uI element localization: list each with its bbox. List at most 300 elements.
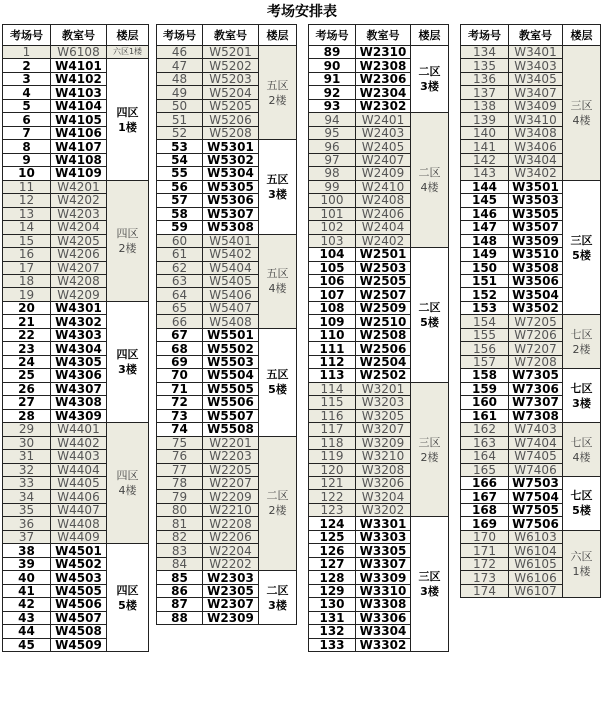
seat-number-cell: 79	[157, 490, 203, 503]
room-number-cell: W5506	[203, 396, 259, 409]
floor-location-cell: 七区 5楼	[563, 477, 601, 531]
seat-number-cell: 100	[309, 194, 356, 207]
schedule-block-2	[156, 24, 297, 625]
room-number-cell: W3509	[509, 234, 563, 247]
room-number-cell: W2506	[356, 342, 411, 355]
floor-location-cell: 四区 2楼	[107, 180, 149, 301]
seat-number-cell: 142	[461, 153, 509, 166]
floor-location-cell: 四区 1楼	[107, 59, 149, 180]
seat-number-cell: 77	[157, 463, 203, 476]
seat-number-cell: 4	[3, 86, 51, 99]
seat-number-cell: 69	[157, 355, 203, 368]
room-number-cell: W5208	[203, 126, 259, 139]
seat-number-cell: 66	[157, 315, 203, 328]
room-number-cell: W2309	[203, 611, 259, 624]
room-number-cell: W2205	[203, 463, 259, 476]
table-row	[461, 477, 601, 490]
room-number-cell: W3402	[509, 167, 563, 180]
header-seat: 考场号	[157, 25, 203, 46]
floor-location-cell: 四区 4楼	[107, 423, 149, 544]
room-number-cell: W3401	[509, 46, 563, 59]
floor-location-cell: 五区 4楼	[259, 234, 297, 328]
seat-number-cell: 68	[157, 342, 203, 355]
header-room: 教室号	[356, 25, 411, 46]
room-number-cell: W7207	[509, 342, 563, 355]
room-number-cell: W3405	[509, 72, 563, 85]
room-number-cell: W2208	[203, 517, 259, 530]
room-number-cell: W2210	[203, 503, 259, 516]
room-number-cell: W3203	[356, 396, 411, 409]
seat-number-cell: 107	[309, 288, 356, 301]
header-room: 教室号	[51, 25, 107, 46]
table-row	[461, 180, 601, 193]
seat-number-cell: 136	[461, 72, 509, 85]
room-number-cell: W4201	[51, 180, 107, 193]
floor-location-cell: 三区 5楼	[563, 180, 601, 315]
seat-number-cell: 101	[309, 207, 356, 220]
seat-number-cell: 80	[157, 503, 203, 516]
seat-number-cell: 89	[309, 46, 356, 59]
room-number-cell: W7504	[509, 490, 563, 503]
room-number-cell: W5305	[203, 180, 259, 193]
room-number-cell: W4103	[51, 86, 107, 99]
seat-number-cell: 75	[157, 436, 203, 449]
seat-number-cell: 86	[157, 584, 203, 597]
room-number-cell: W4506	[51, 598, 107, 611]
room-number-cell: W4406	[51, 490, 107, 503]
seat-number-cell: 51	[157, 113, 203, 126]
room-number-cell: W4109	[51, 167, 107, 180]
floor-location-cell: 六区1楼	[107, 46, 149, 59]
room-number-cell: W2507	[356, 288, 411, 301]
room-number-cell: W4205	[51, 234, 107, 247]
seat-number-cell: 116	[309, 409, 356, 422]
seat-number-cell: 33	[3, 477, 51, 490]
seat-number-cell: 36	[3, 517, 51, 530]
seat-number-cell: 153	[461, 301, 509, 314]
room-number-cell: W4401	[51, 423, 107, 436]
seat-number-cell: 21	[3, 315, 51, 328]
room-number-cell: W7306	[509, 382, 563, 395]
seat-number-cell: 157	[461, 355, 509, 368]
room-number-cell: W3206	[356, 477, 411, 490]
room-number-cell: W2302	[356, 99, 411, 112]
seat-number-cell: 8	[3, 140, 51, 153]
seat-number-cell: 125	[309, 530, 356, 543]
seat-number-cell: 43	[3, 611, 51, 624]
seat-number-cell: 160	[461, 396, 509, 409]
seat-number-cell: 144	[461, 180, 509, 193]
room-number-cell: W3303	[356, 530, 411, 543]
seat-number-cell: 152	[461, 288, 509, 301]
room-number-cell: W3508	[509, 261, 563, 274]
seat-number-cell: 127	[309, 557, 356, 570]
room-number-cell: W4203	[51, 207, 107, 220]
header-row	[3, 25, 149, 46]
room-number-cell: W3406	[509, 140, 563, 153]
table-row	[157, 328, 297, 341]
seat-number-cell: 138	[461, 99, 509, 112]
table-row	[309, 248, 449, 261]
seat-number-cell: 111	[309, 342, 356, 355]
room-number-cell: W3207	[356, 423, 411, 436]
room-number-cell: W2305	[203, 584, 259, 597]
floor-location-cell: 四区 3楼	[107, 301, 149, 422]
seat-number-cell: 135	[461, 59, 509, 72]
seat-number-cell: 34	[3, 490, 51, 503]
seat-number-cell: 167	[461, 490, 509, 503]
room-number-cell: W5404	[203, 261, 259, 274]
seat-number-cell: 154	[461, 315, 509, 328]
schedule-block-1	[2, 24, 149, 652]
seat-number-cell: 35	[3, 503, 51, 516]
seat-number-cell: 11	[3, 180, 51, 193]
seat-number-cell: 52	[157, 126, 203, 139]
room-number-cell: W2406	[356, 207, 411, 220]
seat-number-cell: 170	[461, 530, 509, 543]
seat-number-cell: 149	[461, 248, 509, 261]
seat-number-cell: 145	[461, 194, 509, 207]
room-number-cell: W4304	[51, 342, 107, 355]
seat-number-cell: 61	[157, 248, 203, 261]
room-number-cell: W6104	[509, 544, 563, 557]
room-number-cell: W5408	[203, 315, 259, 328]
seat-number-cell: 98	[309, 167, 356, 180]
room-number-cell: W5302	[203, 153, 259, 166]
seat-number-cell: 46	[157, 46, 203, 59]
seat-number-cell: 9	[3, 153, 51, 166]
room-number-cell: W3201	[356, 382, 411, 395]
room-number-cell: W6108	[51, 46, 107, 59]
room-number-cell: W4404	[51, 463, 107, 476]
header-room: 教室号	[203, 25, 259, 46]
seat-number-cell: 168	[461, 503, 509, 516]
room-number-cell: W2508	[356, 328, 411, 341]
room-number-cell: W3307	[356, 557, 411, 570]
seat-number-cell: 39	[3, 557, 51, 570]
room-number-cell: W5508	[203, 423, 259, 436]
room-number-cell: W5507	[203, 409, 259, 422]
seat-number-cell: 130	[309, 598, 356, 611]
room-number-cell: W4305	[51, 355, 107, 368]
table-row	[157, 140, 297, 153]
seat-number-cell: 164	[461, 450, 509, 463]
room-number-cell: W5308	[203, 221, 259, 234]
seat-number-cell: 54	[157, 153, 203, 166]
seat-number-cell: 151	[461, 274, 509, 287]
room-number-cell: W2510	[356, 315, 411, 328]
floor-location-cell: 二区 3楼	[411, 46, 449, 113]
seat-number-cell: 40	[3, 571, 51, 584]
seat-number-cell: 126	[309, 544, 356, 557]
room-number-cell: W4402	[51, 436, 107, 449]
room-number-cell: W5401	[203, 234, 259, 247]
seat-number-cell: 60	[157, 234, 203, 247]
seat-number-cell: 12	[3, 194, 51, 207]
room-number-cell: W4505	[51, 584, 107, 597]
room-number-cell: W3510	[509, 248, 563, 261]
seat-number-cell: 95	[309, 126, 356, 139]
floor-location-cell: 五区 5楼	[259, 328, 297, 436]
room-number-cell: W4508	[51, 625, 107, 638]
seat-number-cell: 22	[3, 328, 51, 341]
seat-number-cell: 158	[461, 369, 509, 382]
seat-number-cell: 128	[309, 571, 356, 584]
seat-number-cell: 72	[157, 396, 203, 409]
room-number-cell: W2405	[356, 140, 411, 153]
room-number-cell: W2509	[356, 301, 411, 314]
room-number-cell: W7503	[509, 477, 563, 490]
room-number-cell: W2402	[356, 234, 411, 247]
room-number-cell: W4302	[51, 315, 107, 328]
room-number-cell: W2310	[356, 46, 411, 59]
seat-number-cell: 87	[157, 598, 203, 611]
room-number-cell: W4501	[51, 544, 107, 557]
room-number-cell: W2202	[203, 557, 259, 570]
header-row	[309, 25, 449, 46]
table-row	[309, 113, 449, 126]
room-number-cell: W5307	[203, 207, 259, 220]
table-row	[157, 436, 297, 449]
seat-number-cell: 124	[309, 517, 356, 530]
room-number-cell: W3309	[356, 571, 411, 584]
room-number-cell: W4409	[51, 530, 107, 543]
seat-number-cell: 132	[309, 625, 356, 638]
room-number-cell: W4503	[51, 571, 107, 584]
schedule-block-4	[460, 24, 601, 598]
room-number-cell: W3304	[356, 625, 411, 638]
room-number-cell: W7307	[509, 396, 563, 409]
room-number-cell: W3205	[356, 409, 411, 422]
room-number-cell: W6106	[509, 571, 563, 584]
seat-number-cell: 30	[3, 436, 51, 449]
header-floor: 楼层	[411, 25, 449, 46]
seat-number-cell: 118	[309, 436, 356, 449]
room-number-cell: W4101	[51, 59, 107, 72]
room-number-cell: W3410	[509, 113, 563, 126]
seat-number-cell: 82	[157, 530, 203, 543]
room-number-cell: W2505	[356, 274, 411, 287]
seat-number-cell: 62	[157, 261, 203, 274]
seat-number-cell: 81	[157, 517, 203, 530]
seat-number-cell: 16	[3, 248, 51, 261]
table-row	[461, 315, 601, 328]
room-number-cell: W4202	[51, 194, 107, 207]
seat-number-cell: 24	[3, 355, 51, 368]
seat-number-cell: 131	[309, 611, 356, 624]
seat-number-cell: 137	[461, 86, 509, 99]
seat-number-cell: 37	[3, 530, 51, 543]
seat-number-cell: 109	[309, 315, 356, 328]
seat-number-cell: 10	[3, 167, 51, 180]
seat-number-cell: 104	[309, 248, 356, 261]
room-number-cell: W3310	[356, 584, 411, 597]
room-number-cell: W2307	[203, 598, 259, 611]
seat-number-cell: 117	[309, 423, 356, 436]
seat-number-cell: 5	[3, 99, 51, 112]
room-number-cell: W4102	[51, 72, 107, 85]
seat-number-cell: 165	[461, 463, 509, 476]
seat-number-cell: 48	[157, 72, 203, 85]
room-number-cell: W5406	[203, 288, 259, 301]
seat-number-cell: 41	[3, 584, 51, 597]
seat-number-cell: 115	[309, 396, 356, 409]
room-number-cell: W4303	[51, 328, 107, 341]
room-number-cell: W5405	[203, 274, 259, 287]
room-number-cell: W3408	[509, 126, 563, 139]
floor-location-cell: 二区 3楼	[259, 571, 297, 625]
room-number-cell: W4301	[51, 301, 107, 314]
room-number-cell: W4104	[51, 99, 107, 112]
room-number-cell: W2502	[356, 369, 411, 382]
room-number-cell: W7205	[509, 315, 563, 328]
seat-number-cell: 38	[3, 544, 51, 557]
seat-number-cell: 27	[3, 396, 51, 409]
room-number-cell: W4208	[51, 274, 107, 287]
seat-number-cell: 133	[309, 638, 356, 651]
table-row	[3, 180, 149, 193]
room-number-cell: W3507	[509, 221, 563, 234]
header-row	[461, 25, 601, 46]
room-number-cell: W4107	[51, 140, 107, 153]
seat-number-cell: 6	[3, 113, 51, 126]
room-number-cell: W4105	[51, 113, 107, 126]
seat-number-cell: 1	[3, 46, 51, 59]
room-number-cell: W7308	[509, 409, 563, 422]
room-number-cell: W4204	[51, 221, 107, 234]
room-number-cell: W3404	[509, 153, 563, 166]
sheet-title: 考场安排表	[267, 4, 337, 20]
room-number-cell: W2404	[356, 221, 411, 234]
seat-number-cell: 29	[3, 423, 51, 436]
seat-number-cell: 32	[3, 463, 51, 476]
table-row	[3, 46, 149, 59]
seat-number-cell: 139	[461, 113, 509, 126]
seat-number-cell: 94	[309, 113, 356, 126]
seat-number-cell: 13	[3, 207, 51, 220]
seat-number-cell: 42	[3, 598, 51, 611]
room-number-cell: W3503	[509, 194, 563, 207]
table-row	[3, 423, 149, 436]
room-number-cell: W4509	[51, 638, 107, 651]
seat-number-cell: 163	[461, 436, 509, 449]
seat-number-cell: 17	[3, 261, 51, 274]
seat-number-cell: 3	[3, 72, 51, 85]
header-seat: 考场号	[3, 25, 51, 46]
room-number-cell: W5402	[203, 248, 259, 261]
room-number-cell: W2409	[356, 167, 411, 180]
room-number-cell: W2203	[203, 450, 259, 463]
seat-number-cell: 31	[3, 450, 51, 463]
seat-number-cell: 64	[157, 288, 203, 301]
room-number-cell: W3306	[356, 611, 411, 624]
room-number-cell: W2407	[356, 153, 411, 166]
room-number-cell: W7206	[509, 328, 563, 341]
room-number-cell: W2201	[203, 436, 259, 449]
room-number-cell: W7305	[509, 369, 563, 382]
room-number-cell: W3501	[509, 180, 563, 193]
seat-number-cell: 173	[461, 571, 509, 584]
room-number-cell: W5202	[203, 59, 259, 72]
seat-number-cell: 148	[461, 234, 509, 247]
seat-number-cell: 53	[157, 140, 203, 153]
floor-location-cell: 四区 5楼	[107, 544, 149, 652]
seat-number-cell: 71	[157, 382, 203, 395]
room-number-cell: W4306	[51, 369, 107, 382]
schedule-block-3	[308, 24, 449, 652]
table-row	[309, 382, 449, 395]
seat-number-cell: 25	[3, 369, 51, 382]
room-number-cell: W4407	[51, 503, 107, 516]
room-number-cell: W2306	[356, 72, 411, 85]
seat-number-cell: 28	[3, 409, 51, 422]
seat-number-cell: 99	[309, 180, 356, 193]
table-row	[309, 517, 449, 530]
floor-location-cell: 二区 4楼	[411, 113, 449, 248]
seat-number-cell: 73	[157, 409, 203, 422]
floor-location-cell: 三区 4楼	[563, 46, 601, 181]
room-number-cell: W2503	[356, 261, 411, 274]
seat-number-cell: 146	[461, 207, 509, 220]
room-number-cell: W3403	[509, 59, 563, 72]
seat-number-cell: 20	[3, 301, 51, 314]
floor-location-cell: 二区 2楼	[259, 436, 297, 571]
seat-number-cell: 97	[309, 153, 356, 166]
seat-number-cell: 155	[461, 328, 509, 341]
room-number-cell: W2403	[356, 126, 411, 139]
seat-number-cell: 161	[461, 409, 509, 422]
seat-number-cell: 58	[157, 207, 203, 220]
room-number-cell: W4206	[51, 248, 107, 261]
room-number-cell: W4309	[51, 409, 107, 422]
seat-number-cell: 88	[157, 611, 203, 624]
floor-location-cell: 五区 3楼	[259, 140, 297, 234]
seat-number-cell: 23	[3, 342, 51, 355]
room-number-cell: W4408	[51, 517, 107, 530]
room-number-cell: W7404	[509, 436, 563, 449]
room-number-cell: W3305	[356, 544, 411, 557]
room-number-cell: W4106	[51, 126, 107, 139]
header-room: 教室号	[509, 25, 563, 46]
room-number-cell: W5504	[203, 369, 259, 382]
seat-number-cell: 112	[309, 355, 356, 368]
seat-number-cell: 49	[157, 86, 203, 99]
room-number-cell: W7208	[509, 355, 563, 368]
room-number-cell: W5201	[203, 46, 259, 59]
room-number-cell: W3208	[356, 463, 411, 476]
seat-number-cell: 147	[461, 221, 509, 234]
seat-number-cell: 121	[309, 477, 356, 490]
room-number-cell: W7505	[509, 503, 563, 516]
seat-number-cell: 56	[157, 180, 203, 193]
table-row	[461, 46, 601, 59]
floor-location-cell: 三区 2楼	[411, 382, 449, 517]
table-row	[3, 59, 149, 72]
seat-number-cell: 174	[461, 584, 509, 597]
room-number-cell: W5502	[203, 342, 259, 355]
room-number-cell: W7406	[509, 463, 563, 476]
table-row	[3, 301, 149, 314]
room-number-cell: W7405	[509, 450, 563, 463]
room-number-cell: W3407	[509, 86, 563, 99]
table-row	[3, 544, 149, 557]
seat-number-cell: 113	[309, 369, 356, 382]
room-number-cell: W2501	[356, 248, 411, 261]
room-number-cell: W5503	[203, 355, 259, 368]
room-number-cell: W7506	[509, 517, 563, 530]
seat-number-cell: 120	[309, 463, 356, 476]
seat-number-cell: 26	[3, 382, 51, 395]
